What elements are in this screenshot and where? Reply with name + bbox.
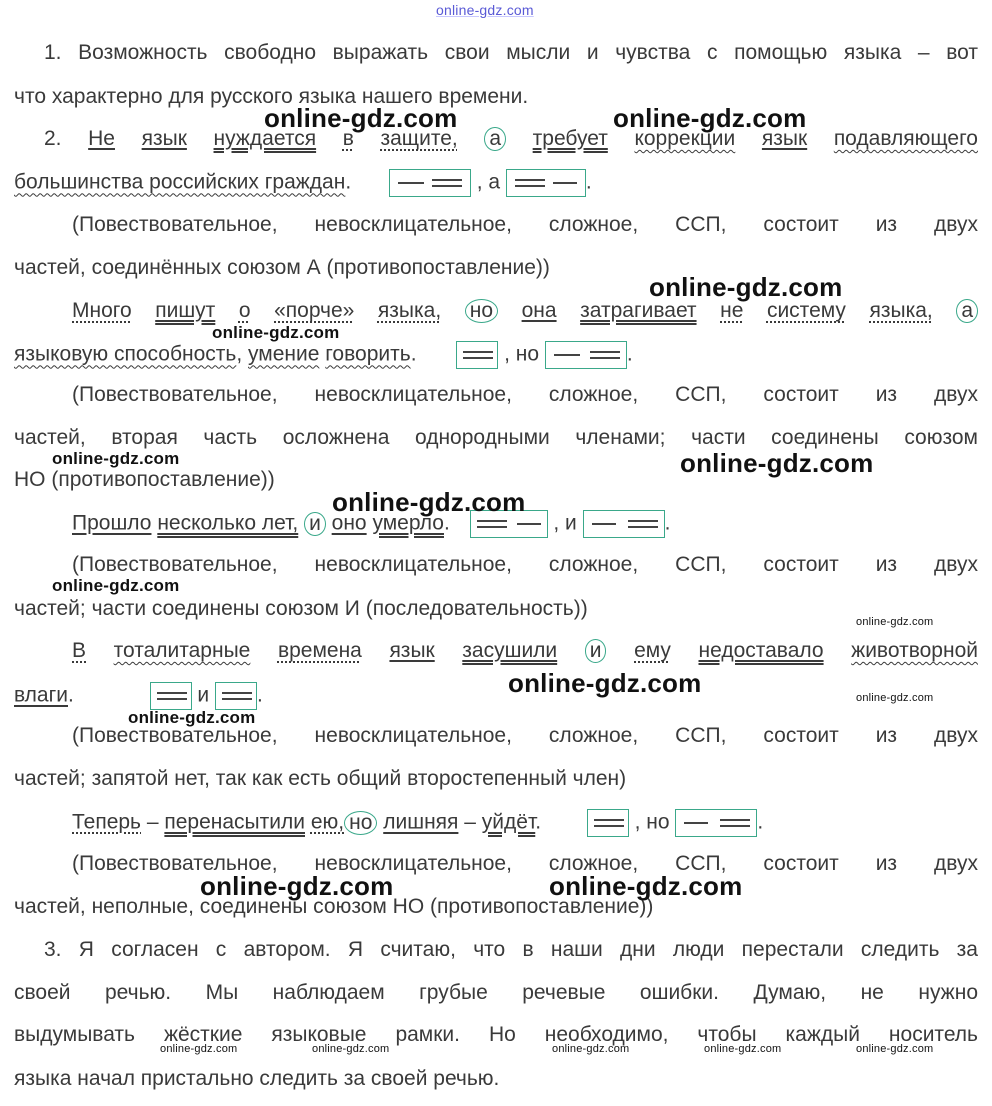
p5-word: В bbox=[72, 639, 87, 662]
watermark: online-gdz.com bbox=[52, 576, 180, 595]
scheme-sep: и bbox=[197, 683, 210, 707]
p5-word: ему bbox=[634, 639, 671, 662]
p7-line2: своей речью. Мы наблюдаем грубые речевые ошибки. Думаю, не нужно bbox=[14, 981, 978, 1004]
p3-word: говорить bbox=[325, 342, 411, 366]
p1-line2: что характерно для русского языка нашего времени. bbox=[14, 85, 529, 108]
p6-note2: частей, неполные, соединены союзом НО (противопоставление)) bbox=[14, 895, 654, 918]
p2-word: нуждается bbox=[213, 127, 317, 150]
p2-word: Не bbox=[88, 127, 115, 150]
p5-word: животворной bbox=[851, 639, 978, 662]
p4-word: Прошло bbox=[72, 511, 152, 535]
scheme-dot: . bbox=[626, 342, 633, 366]
p6-end: . bbox=[535, 810, 542, 834]
scheme-dot: . bbox=[585, 170, 592, 194]
p5-word: недоставало bbox=[698, 639, 824, 662]
scheme-box bbox=[215, 682, 257, 710]
scheme-box bbox=[583, 510, 665, 538]
conjunction-circle: но bbox=[465, 299, 498, 323]
p4-end: . bbox=[443, 511, 450, 535]
p2-num: 2. bbox=[44, 127, 62, 150]
scheme-sep: , но bbox=[504, 342, 540, 366]
p3-word: систему bbox=[766, 299, 846, 322]
p6-word: перенасытили bbox=[164, 810, 305, 834]
watermark: online-gdz.com bbox=[212, 323, 340, 342]
p6-dash: – bbox=[146, 810, 159, 834]
p7-line3: выдумывать жёсткие языковые рамки. Но необходимо, чтобы каждый носитель bbox=[14, 1023, 978, 1046]
p2-word: защите, bbox=[380, 127, 458, 150]
watermark: online-gdz.com bbox=[680, 448, 874, 478]
p3-word: «порче» bbox=[274, 299, 355, 322]
watermark: online-gdz.com bbox=[552, 1043, 630, 1055]
watermark: online-gdz.com bbox=[332, 487, 526, 517]
conjunction-circle: но bbox=[344, 811, 377, 835]
watermark: online-gdz.com bbox=[52, 449, 180, 468]
p2-note1: (Повествовательное, невосклицательное, сложное, ССП, состоит из двух bbox=[72, 213, 978, 236]
p2-end: . bbox=[345, 170, 352, 194]
p2-line1 bbox=[44, 126, 978, 152]
watermark: online-gdz.com bbox=[856, 692, 934, 704]
p2-word: в bbox=[342, 127, 354, 150]
p3-word: она bbox=[521, 299, 557, 322]
scheme-sep: , а bbox=[476, 170, 501, 194]
p3-word: Много bbox=[72, 299, 132, 322]
p4-word: оно bbox=[331, 511, 367, 535]
watermark: online-gdz.com bbox=[856, 1043, 934, 1055]
watermark: online-gdz.com bbox=[200, 871, 394, 901]
p5-note2: частей; запятой нет, так как есть общий второстепенный член) bbox=[14, 767, 627, 790]
p3-word: языка, bbox=[869, 299, 933, 322]
p3-word: языковую способность bbox=[14, 342, 237, 366]
scheme-sep: , и bbox=[553, 511, 577, 535]
conjunction-circle: и bbox=[585, 639, 607, 663]
watermark: online-gdz.com bbox=[128, 708, 256, 727]
scheme-box bbox=[545, 341, 627, 369]
p4-word: несколько лет, bbox=[157, 511, 299, 535]
scheme-box bbox=[456, 341, 498, 369]
p3-word: о bbox=[238, 299, 251, 322]
scheme-box bbox=[675, 809, 757, 837]
watermark: online-gdz.com bbox=[264, 103, 458, 133]
p5-word: тоталитарные bbox=[113, 639, 251, 662]
p3-note1: (Повествовательное, невосклицательное, сложное, ССП, состоит из двух bbox=[72, 383, 978, 406]
p3-note2: частей, вторая часть осложнена однородными членами; части соединены союзом bbox=[14, 426, 978, 449]
conjunction-circle: а bbox=[956, 299, 978, 323]
p6-line1 bbox=[72, 809, 978, 835]
scheme-dot: . bbox=[256, 683, 263, 707]
conjunction-circle: а bbox=[484, 127, 506, 151]
p1-line1: 1. Возможность свободно выражать свои мысли и чувства с помощью языка – вот bbox=[44, 41, 978, 64]
p5-line1 bbox=[72, 638, 978, 664]
watermark: online-gdz.com bbox=[508, 668, 702, 698]
p2-word: подавляющего bbox=[833, 127, 978, 150]
p5-word: времена bbox=[277, 639, 362, 662]
scheme-sep: , но bbox=[634, 810, 670, 834]
p6-word: уйдёт bbox=[481, 810, 536, 834]
scheme-box bbox=[150, 682, 192, 710]
p2-word: язык bbox=[141, 127, 187, 150]
p3-word: умение bbox=[248, 342, 320, 366]
p3-line2 bbox=[14, 341, 978, 367]
p2-word: большинства российских граждан bbox=[14, 170, 346, 194]
p5-line2 bbox=[14, 682, 978, 708]
p2-word: требует bbox=[532, 127, 608, 150]
watermark: online-gdz.com bbox=[549, 871, 743, 901]
p3-comma: , bbox=[236, 342, 243, 366]
scheme-dot: . bbox=[757, 810, 764, 834]
p4-note2: частей; части соединены союзом И (последовательность)) bbox=[14, 597, 588, 620]
p6-dash: – bbox=[464, 810, 476, 834]
p2-note2: частей, соединённых союзом А (противопоставление)) bbox=[14, 256, 550, 279]
p5-word: засушили bbox=[462, 639, 558, 662]
scheme-box bbox=[389, 169, 471, 197]
p4-note1: (Повествовательное, невосклицательное, сложное, ССП, состоит из двух bbox=[72, 553, 978, 576]
p6-word: лишняя bbox=[383, 810, 459, 834]
watermark-top: online-gdz.com bbox=[436, 2, 534, 18]
p5-end: . bbox=[68, 683, 74, 707]
scheme-box bbox=[506, 169, 586, 197]
p5-word: язык bbox=[389, 639, 435, 662]
p2-line2 bbox=[14, 169, 978, 195]
p7-line1: 3. Я согласен с автором. Я считаю, что в наши дни люди перестали следить за bbox=[44, 938, 978, 961]
watermark: online-gdz.com bbox=[856, 616, 934, 628]
p3-word: пишут bbox=[155, 299, 216, 322]
p3-word: не bbox=[720, 299, 744, 322]
p3-note3: НО (противопоставление)) bbox=[14, 468, 275, 491]
watermark: online-gdz.com bbox=[613, 103, 807, 133]
p6-note1: (Повествовательное, невосклицательное, сложное, ССП, состоит из двух bbox=[72, 852, 978, 875]
watermark: online-gdz.com bbox=[649, 272, 843, 302]
p3-end: . bbox=[410, 342, 417, 366]
watermark: online-gdz.com bbox=[312, 1043, 390, 1055]
p5-note1: (Повествовательное, невосклицательное, сложное, ССП, состоит из двух bbox=[72, 724, 978, 747]
p5-word: влаги bbox=[14, 683, 68, 707]
p3-word: языка, bbox=[377, 299, 442, 322]
p3-word: затрагивает bbox=[580, 299, 697, 322]
p4-word: умерло bbox=[372, 511, 444, 535]
p6-word: Теперь bbox=[72, 810, 141, 834]
p6-word: ею, bbox=[310, 810, 345, 834]
watermark: online-gdz.com bbox=[704, 1043, 782, 1055]
p2-word: коррекции bbox=[634, 127, 736, 150]
scheme-dot: . bbox=[664, 511, 671, 535]
conjunction-circle: и bbox=[304, 512, 326, 536]
p2-word: язык bbox=[761, 127, 808, 150]
p7-line4: языка начал пристально следить за своей речью. bbox=[14, 1067, 500, 1090]
scheme-box bbox=[587, 809, 629, 837]
watermark: online-gdz.com bbox=[160, 1043, 238, 1055]
